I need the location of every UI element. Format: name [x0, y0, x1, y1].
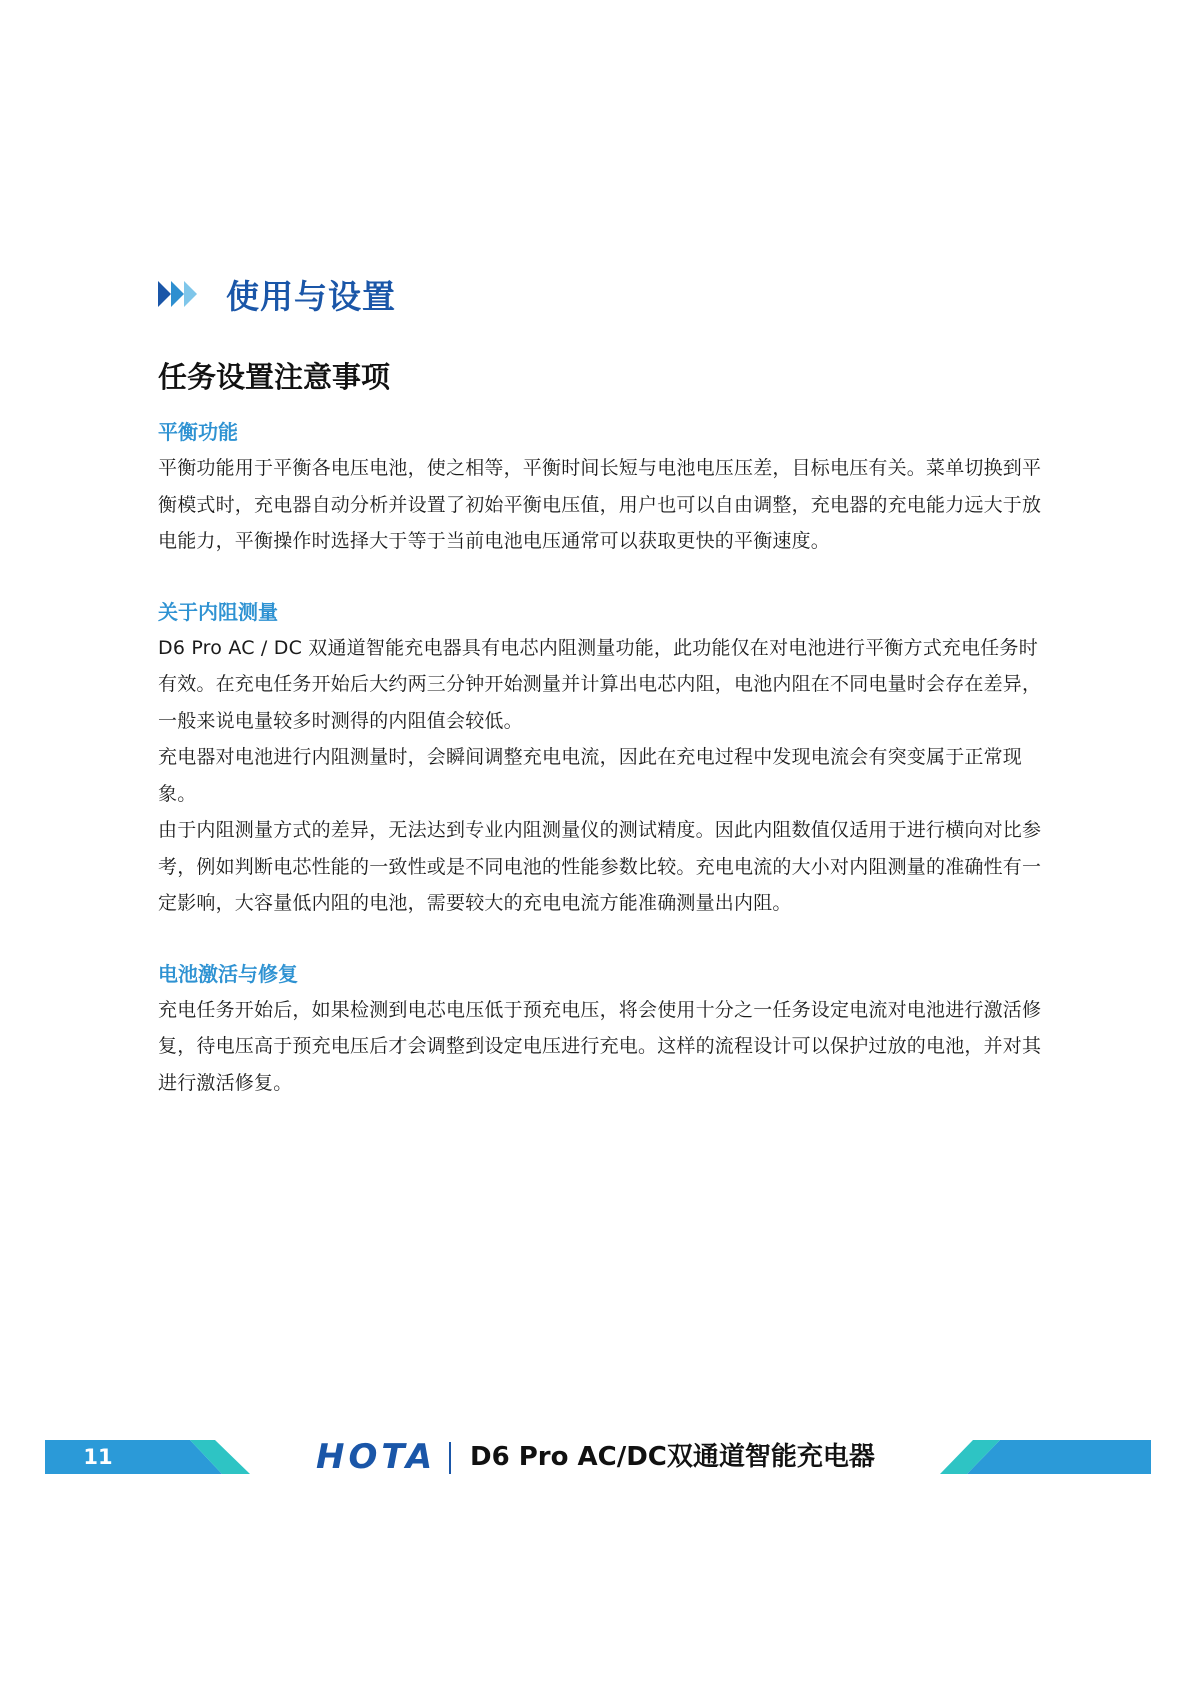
brand-logo: HOTA [316, 1437, 437, 1477]
subsection-balance [158, 414, 1043, 560]
subsection-battery-activation [158, 956, 1043, 1102]
page-footer [0, 1437, 1191, 1480]
subsection-heading: 电池激活与修复 [158, 961, 298, 986]
section-header [158, 270, 396, 318]
subsection-internal-resistance [158, 594, 1043, 922]
section-title: 使用与设置 [226, 276, 396, 316]
page-number: 11 [83, 1445, 113, 1469]
subsection-heading: 关于内阻测量 [158, 599, 278, 624]
paragraph: D6 Pro AC / DC 双通道智能充电器具有电芯内阻测量功能，此功能仅在对电池进行平衡方式充电任务时有效。在充电任务开始后大约两三分钟开始测量并计算出电芯内阻，电池内阻在不同电量时会存在差异，一般来说电量较多时测得的内阻值会较低。 [158, 636, 1042, 732]
paragraph: 平衡功能用于平衡各电压电池，使之相等，平衡时间长短与电池电压压差，目标电压有关。菜单切换到平衡模式时，充电器自动分析并设置了初始平衡电压值，用户也可以自由调整，充电器的充电能力远大于放电能力，平衡操作时选择大于等于当前电池电压通常可以获取更快的平衡速度。 [158, 457, 1042, 552]
product-name: D6 Pro AC/DC双通道智能充电器 [470, 1442, 875, 1472]
paragraph: 充电任务开始后，如果检测到电芯电压低于预充电压，将会使用十分之一任务设定电流对电池进行激活修复，待电压高于预充电压后才会调整到设定电压进行充电。这样的流程设计可以保护过放的电池，并对其进行激活修复。 [158, 998, 1042, 1094]
paragraph: 充电器对电池进行内阻测量时，会瞬间调整充电电流，因此在充电过程中发现电流会有突变属于正常现象。 [158, 746, 1023, 805]
page-title: 任务设置注意事项 [158, 360, 391, 394]
content-body [158, 414, 1043, 1135]
paragraph: 由于内阻测量方式的差异，无法达到专业内阻测量仪的测试精度。因此内阻数值仅适用于进行横向对比参考，例如判断电芯性能的一致性或是不同电池的性能参数比较。充电电流的大小对内阻测量的准确性有一定影响，大容量低内阻的电池，需要较大的充电电流方能准确测量出内阻。 [158, 819, 1042, 914]
footer-divider [449, 1442, 451, 1474]
chevron-arrows-icon [158, 281, 204, 307]
subsection-heading: 平衡功能 [158, 420, 238, 444]
